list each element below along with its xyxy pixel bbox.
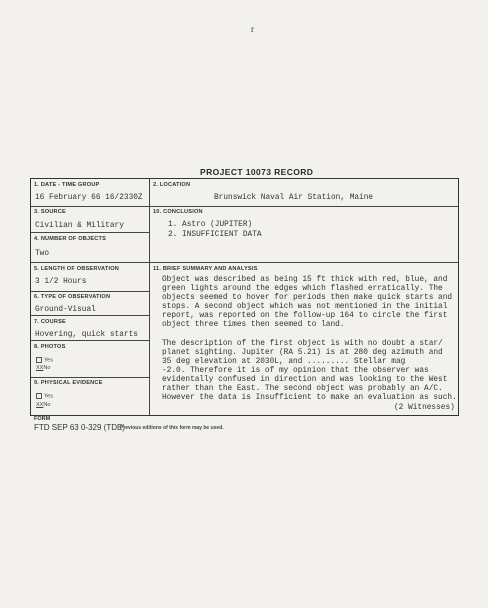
conclusion-label: 10. CONCLUSION <box>153 209 203 215</box>
evidence-no-option: XXNo <box>36 402 51 408</box>
summary-line: Object was described as being 15 ft thick with red, blue, and <box>162 276 448 284</box>
num-objects-value: Two <box>35 250 50 258</box>
summary-line: object three times then seemed to land. <box>162 321 345 329</box>
location-label: 2. LOCATION <box>153 182 191 188</box>
date-value: 16 February 66 16/2330Z <box>35 194 143 202</box>
analysis-line: planet sighting. Jupiter (RA 5.21) is at 280 deg azimuth and <box>162 349 443 357</box>
analysis-line: However the data is Insufficient to make an evaluation as such. <box>162 394 457 402</box>
course-value: Hovering, quick starts <box>35 331 138 339</box>
evidence-label: 9. PHYSICAL EVIDENCE <box>34 380 103 386</box>
row-divider <box>31 315 149 316</box>
course-label: 7. COURSE <box>34 319 66 325</box>
row-divider <box>31 232 149 233</box>
row-divider <box>31 291 149 292</box>
photos-label: 8. PHOTOS <box>34 344 66 350</box>
record-form <box>30 178 459 416</box>
form-note: Previous editions of this form may be used. <box>120 425 224 431</box>
analysis-line: evidentally confused in direction and was looking to the West <box>162 376 448 384</box>
row-divider <box>31 262 149 263</box>
row-divider <box>31 377 149 378</box>
analysis-line: 35 deg elevation at 2030L, and ......... Stellar mag <box>162 358 406 366</box>
form-number: FTD SEP 63 0-329 (TDE) <box>34 423 125 432</box>
length-value: 3 1/2 Hours <box>35 278 87 286</box>
analysis-line: The description of the first object is with no doubt a star/ <box>162 340 443 348</box>
summary-line: report, was reported on the follow-up 164 to circle the first <box>162 312 448 320</box>
summary-line: green lights around the edges which flashed erratically. The <box>162 285 443 293</box>
row-divider <box>31 340 149 341</box>
analysis-line: -2.0. Therefore it is of my opinion that the observer was <box>162 367 429 375</box>
date-label: 1. DATE - TIME GROUP <box>34 182 100 188</box>
row-divider <box>149 262 458 263</box>
type-value: Ground-Visual <box>35 306 96 314</box>
row-divider <box>31 206 149 207</box>
analysis-line: rather than the East. The second object was probably an A/C. <box>162 385 443 393</box>
summary-line: stops. A second object which was not mentioned in the initial <box>162 303 448 311</box>
column-divider <box>149 179 150 415</box>
page-edge <box>488 0 500 608</box>
location-value: Brunswick Naval Air Station, Maine <box>214 194 374 202</box>
photos-no-check: XX <box>36 365 44 371</box>
type-label: 6. TYPE OF OBSERVATION <box>34 294 111 300</box>
photos-yes-option: Yes <box>36 357 53 363</box>
form-label: FORM <box>34 416 51 422</box>
conclusion-item-2: 2. INSUFFICIENT DATA <box>168 231 262 239</box>
conclusion-item-1: 1. Astro (JUPITER) <box>168 221 253 229</box>
witnesses-note: (2 Witnesses) <box>394 404 455 412</box>
source-value: Civilian & Military <box>35 222 124 230</box>
photos-no-option: XXNo <box>36 365 51 371</box>
summary-label: 11. BRIEF SUMMARY AND ANALYSIS <box>153 266 258 272</box>
stray-mark: r <box>251 24 254 34</box>
evidence-yes-checkbox <box>36 393 42 399</box>
evidence-no-check: XX <box>36 402 44 408</box>
num-objects-label: 4. NUMBER OF OBJECTS <box>34 236 107 242</box>
record-title: PROJECT 10073 RECORD <box>200 167 314 177</box>
evidence-yes-option: Yes <box>36 393 53 399</box>
photos-yes-checkbox <box>36 357 42 363</box>
source-label: 3. SOURCE <box>34 209 66 215</box>
length-label: 5. LENGTH OF OBSERVATION <box>34 266 119 272</box>
summary-line: objects seemed to hover for periods then make quick starts and <box>162 294 453 302</box>
row-divider <box>149 206 458 207</box>
